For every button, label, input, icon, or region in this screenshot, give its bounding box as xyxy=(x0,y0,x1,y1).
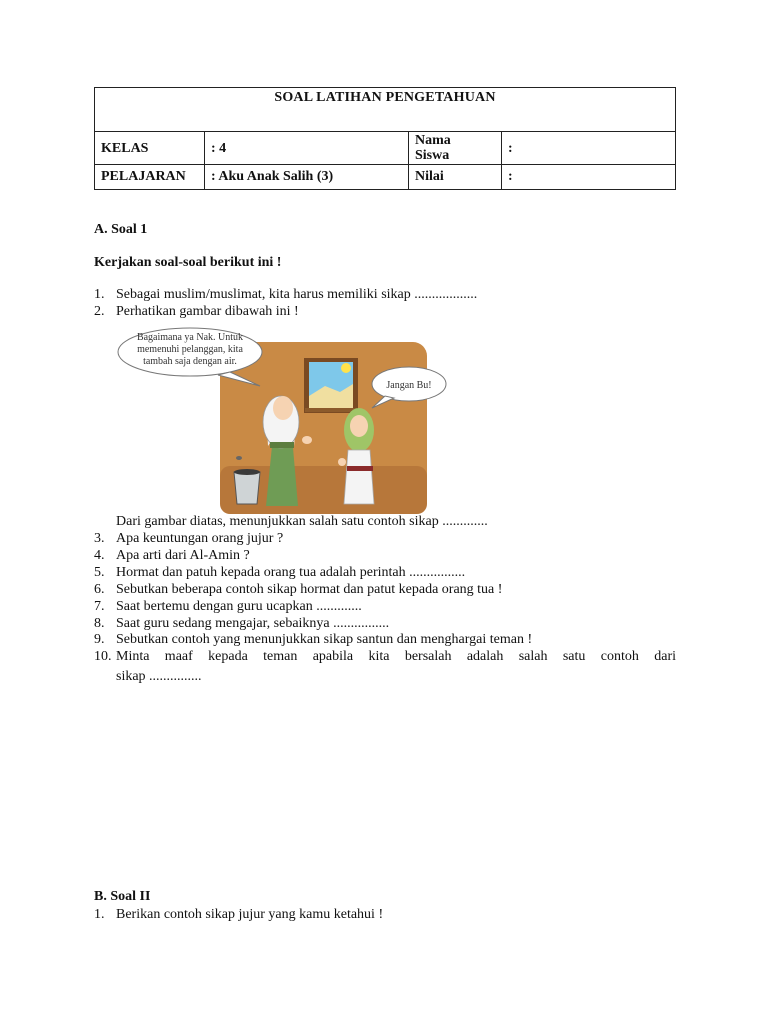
question-text: Saat guru sedang mengajar, sebaiknya ................ xyxy=(116,616,390,631)
question-number: 1. xyxy=(94,907,105,922)
worksheet-title: SOAL LATIHAN PENGETAHUAN xyxy=(95,88,676,132)
question-number: 9. xyxy=(94,632,105,647)
question-text: Berikan contoh sikap jujur yang kamu ketahui ! xyxy=(116,907,384,922)
pelajaran-label: PELAJARAN xyxy=(95,165,205,190)
bucket-icon xyxy=(234,472,260,504)
mother-face xyxy=(273,396,293,420)
nilai-field[interactable]: : xyxy=(502,165,676,190)
question-text: Saat bertemu dengan guru ucapkan ............. xyxy=(116,599,362,614)
daughter-robe xyxy=(344,450,374,504)
daughter-speech: Jangan Bu! xyxy=(386,380,432,391)
question-number: 8. xyxy=(94,616,105,631)
question-text: Minta maaf kepada teman apabila kita bersalah adalah salah satu contoh dari xyxy=(116,649,676,664)
mother-speech-line2: memenuhi pelanggan, kita xyxy=(137,344,243,355)
question-text: Apa keuntungan orang jujur ? xyxy=(116,531,284,546)
nama-label-line1: Nama xyxy=(415,133,451,148)
bucket-water xyxy=(234,469,260,475)
bucket-hook xyxy=(236,456,242,460)
mother-daughter-illustration xyxy=(110,326,450,516)
illustration-caption: Dari gambar diatas, menunjukkan salah satu contoh sikap ............. xyxy=(116,514,488,529)
question-text: Hormat dan patuh kepada orang tua adalah perintah ................ xyxy=(116,565,466,580)
nama-siswa-label xyxy=(409,132,502,165)
nilai-label: Nilai xyxy=(409,165,502,190)
question-number: 6. xyxy=(94,582,105,597)
kelas-value: : 4 xyxy=(205,132,409,165)
question-text: Sebutkan contoh yang menunjukkan sikap santun dan menghargai teman ! xyxy=(116,632,533,647)
nama-siswa-field[interactable]: : xyxy=(502,132,676,165)
sun-icon xyxy=(341,363,351,373)
kelas-label: KELAS xyxy=(95,132,205,165)
mother-speech-line3: tambah saja dengan air. xyxy=(143,356,237,367)
section-a-instruction: Kerjakan soal-soal berikut ini ! xyxy=(94,255,282,270)
section-a-title: A. Soal 1 xyxy=(94,222,148,237)
daughter-hand xyxy=(338,458,346,466)
question-text-continuation: sikap ............... xyxy=(116,669,202,684)
question-number: 4. xyxy=(94,548,105,563)
question-text: Sebagai muslim/muslimat, kita harus memiliki sikap .................. xyxy=(116,287,478,302)
question-number: 1. xyxy=(94,287,105,302)
daughter-face xyxy=(350,415,368,437)
mother-belt xyxy=(270,442,294,448)
question-number: 10. xyxy=(94,649,112,664)
question-number: 7. xyxy=(94,599,105,614)
pelajaran-value: : Aku Anak Salih (3) xyxy=(205,165,409,190)
nama-label-line2: Siswa xyxy=(415,148,450,163)
mother-hand xyxy=(302,436,312,444)
question-number: 5. xyxy=(94,565,105,580)
question-text: Apa arti dari Al-Amin ? xyxy=(116,548,250,563)
question-number: 2. xyxy=(94,304,105,319)
daughter-belt xyxy=(347,466,373,471)
section-b-title: B. Soal II xyxy=(94,889,151,904)
question-number: 3. xyxy=(94,531,105,546)
question-text: Sebutkan beberapa contoh sikap hormat dan patut kepada orang tua ! xyxy=(116,582,503,597)
header-table xyxy=(94,87,676,190)
question-text: Perhatikan gambar dibawah ini ! xyxy=(116,304,299,319)
window-sill xyxy=(305,408,357,412)
mother-speech-line1: Bagaimana ya Nak. Untuk xyxy=(136,332,244,343)
